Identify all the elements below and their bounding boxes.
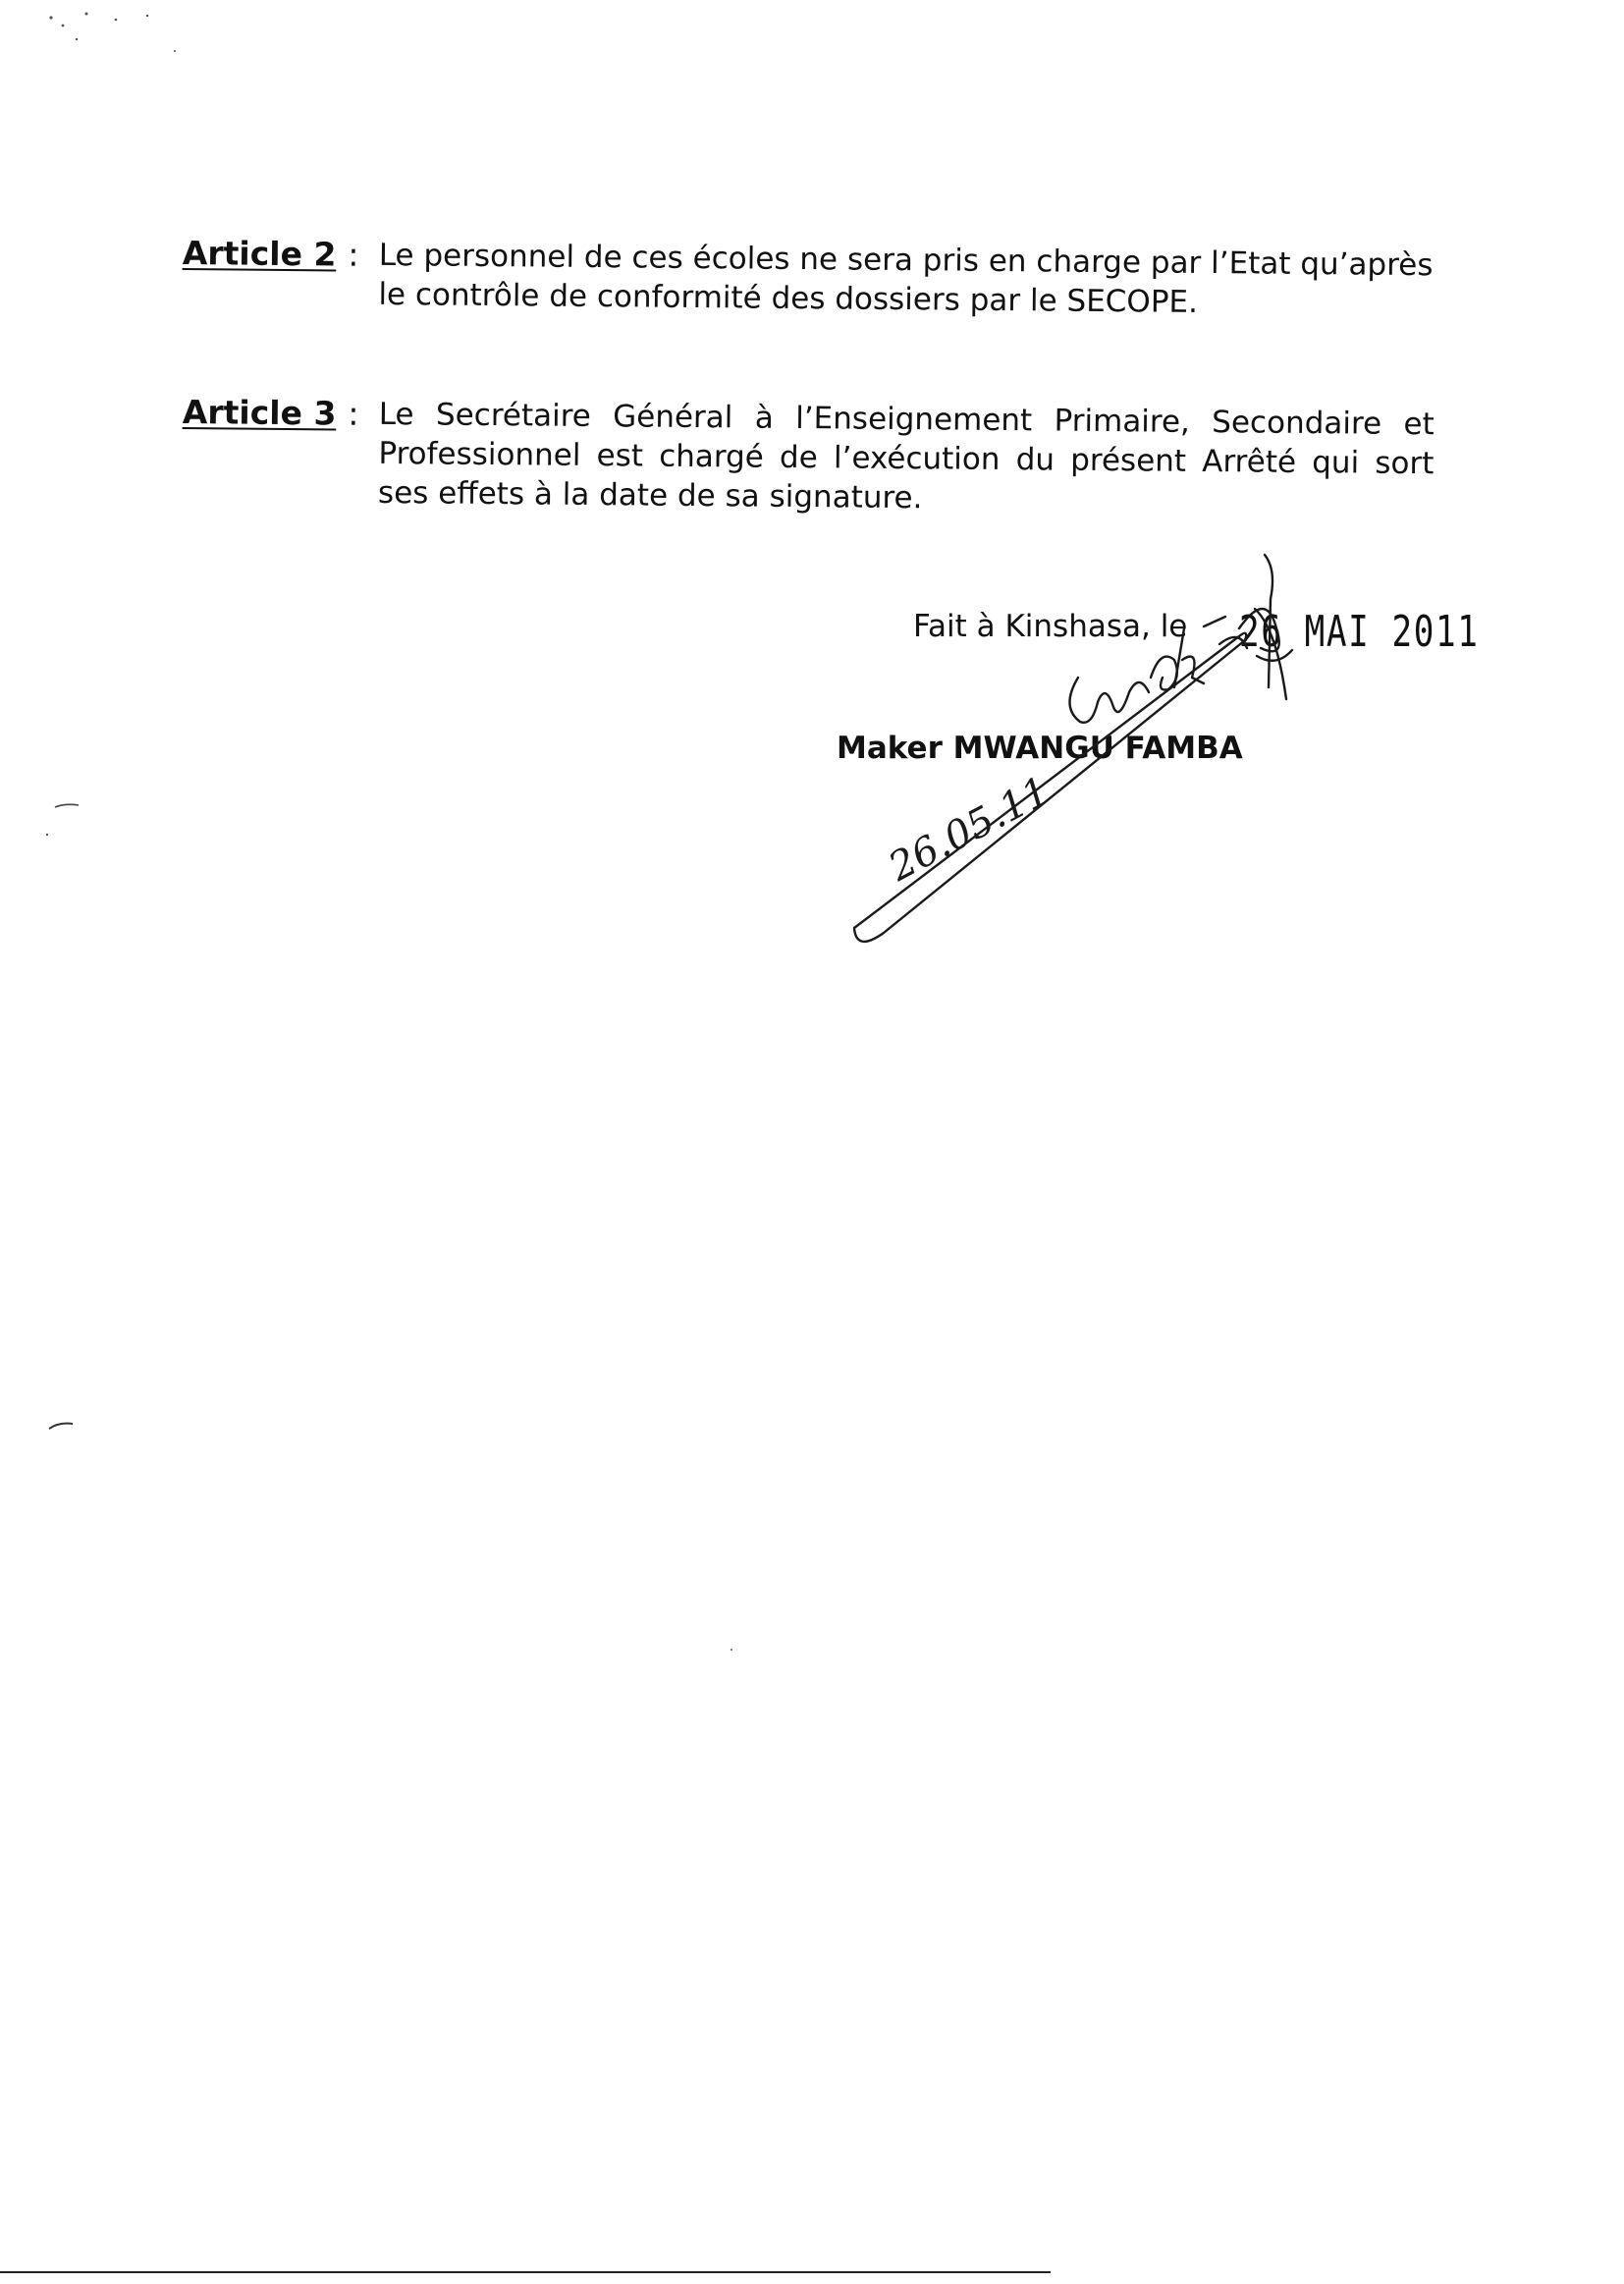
article-label [183,234,359,274]
article-label [183,393,359,433]
bottom-rule [0,2271,1051,2273]
place-date-line: Fait à Kinshasa, le [913,609,1188,644]
article-colon: : [348,235,359,274]
article-body: Le Secrétaire Général à l’Enseignement Primaire, Secondaire et Professionnel est chargé de l’exécution du présent Arrêté qui sort ses effets à la date de sa signature. [377,396,1435,517]
handwritten-date: 26.05.11 [882,768,1057,891]
signatory-name: Maker MWANGU FAMBA [837,731,1243,766]
article-body: Le personnel de ces écoles ne sera pris en charge par l’Etat qu’après le contrôle de conformité des dossiers par le SECOPE. [378,237,1434,320]
article-colon: : [348,394,359,433]
article-2 [182,234,1449,320]
date-stamp: 26 MAI 2011 [1239,607,1480,657]
article-3 [182,393,1449,517]
article-number: Article 3 [182,393,337,433]
article-number: Article 2 [182,234,337,274]
